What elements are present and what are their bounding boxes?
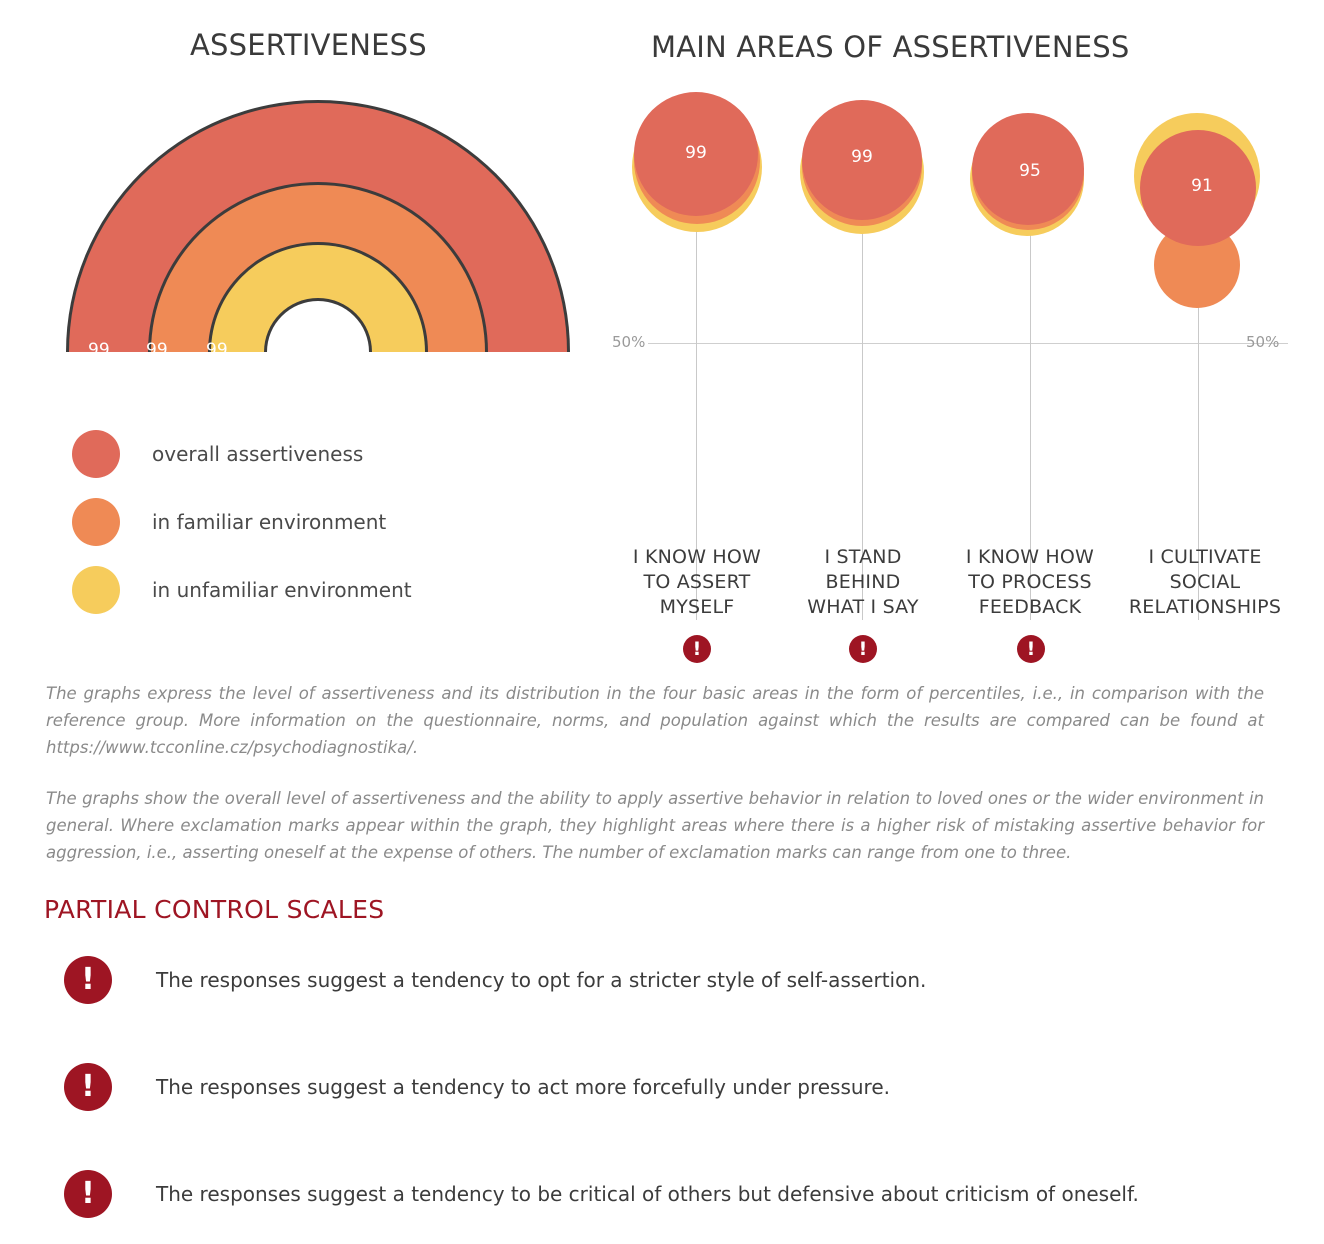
legend-item-unfamiliar (72, 556, 552, 624)
gauge-value-familiar: 99 (146, 340, 168, 360)
category-label-2 (788, 545, 938, 620)
axis-label-right: 50% (1246, 333, 1280, 351)
legend-item-familiar (72, 488, 552, 556)
category-label-3-line-1: I KNOW HOW (965, 546, 1095, 568)
category-label-1-line-3: MYSELF (659, 596, 735, 618)
bubble-chart-title: MAIN AREAS OF ASSERTIVENESS (651, 30, 1130, 64)
category-label-1-line-2: TO ASSERT (643, 571, 751, 593)
category-label-1-line-1: I KNOW HOW (632, 546, 762, 568)
partial-scale-text-2: The responses suggest a tendency to act more forcefully under pressure. (156, 1075, 890, 1099)
bubble-2-value: 99 (851, 147, 873, 167)
legend-swatch-overall (72, 430, 120, 478)
legend-swatch-familiar (72, 498, 120, 546)
partial-control-scales-title: PARTIAL CONTROL SCALES (44, 895, 385, 924)
category-label-4-line-1: I CULTIVATE (1148, 546, 1262, 568)
exclamation-icon: ! (64, 1170, 112, 1218)
bubble-4-value: 91 (1191, 176, 1213, 196)
partial-scale-text-1: The responses suggest a tendency to opt for a stricter style of self-assertion. (156, 968, 927, 992)
note-paragraph-1: The graphs express the level of assertiveness and its distribution in the four basic areas in the form of percentiles, i.e., in comparison with the reference group. More information on the questionnaire, norms, and population against which the results are compared can be found at https://www.tcconline.cz/psychodiagnostika/. (46, 684, 1264, 757)
legend-label-familiar: in familiar environment (152, 510, 387, 534)
partial-scale-item-1 (44, 952, 1284, 1008)
legend-label-unfamiliar: in unfamiliar environment (152, 578, 412, 602)
category-label-2-line-2: BEHIND (825, 571, 901, 593)
gauge-value-overall: 99 (88, 340, 110, 360)
legend-label-overall: overall assertiveness (152, 442, 364, 466)
note-paragraph-2: The graphs show the overall level of assertiveness and the ability to apply assertive behavior in relation to loved ones or the wider environment in general. Where exclamation marks appear within the graph, they highlight areas where there is a higher risk of mistaking assertive behavior for aggression, i.e., asserting oneself at the expense of others. The number of exclamation marks can range from one to three. (46, 789, 1264, 862)
category-label-4-line-2: SOCIAL (1169, 571, 1241, 593)
category-label-4 (1122, 545, 1288, 620)
warning-badge-3: ! (1017, 635, 1045, 663)
gauge-chart-title: ASSERTIVENESS (190, 28, 427, 62)
category-label-3-line-2: TO PROCESS (968, 571, 1092, 593)
assertiveness-gauge-chart (58, 100, 578, 385)
category-label-1 (622, 545, 772, 620)
axis-label-left: 50% (612, 333, 646, 351)
category-label-3 (955, 545, 1105, 620)
legend-swatch-unfamiliar (72, 566, 120, 614)
exclamation-icon: ! (64, 956, 112, 1004)
gauge-baseline (66, 352, 570, 374)
category-label-2-line-1: I STAND (824, 546, 902, 568)
main-areas-bubble-chart (600, 80, 1300, 660)
chart-legend (72, 420, 552, 624)
exclamation-icon: ! (64, 1063, 112, 1111)
partial-scale-text-3: The responses suggest a tendency to be critical of others but defensive about criticism of oneself. (156, 1182, 1139, 1206)
gauge-value-unfamiliar: 99 (206, 340, 228, 360)
legend-item-overall (72, 420, 552, 488)
partial-scale-item-3 (44, 1166, 1284, 1222)
partial-scale-item-2 (44, 1059, 1284, 1115)
bubble-1-value: 99 (685, 143, 707, 163)
warning-badge-2: ! (849, 635, 877, 663)
axis-midline (648, 343, 1288, 344)
category-label-2-line-3: WHAT I SAY (807, 596, 919, 618)
warning-badge-1: ! (683, 635, 711, 663)
category-label-4-line-3: RELATIONSHIPS (1128, 596, 1282, 618)
bubble-3-value: 95 (1019, 161, 1041, 181)
category-label-3-line-3: FEEDBACK (978, 596, 1082, 618)
